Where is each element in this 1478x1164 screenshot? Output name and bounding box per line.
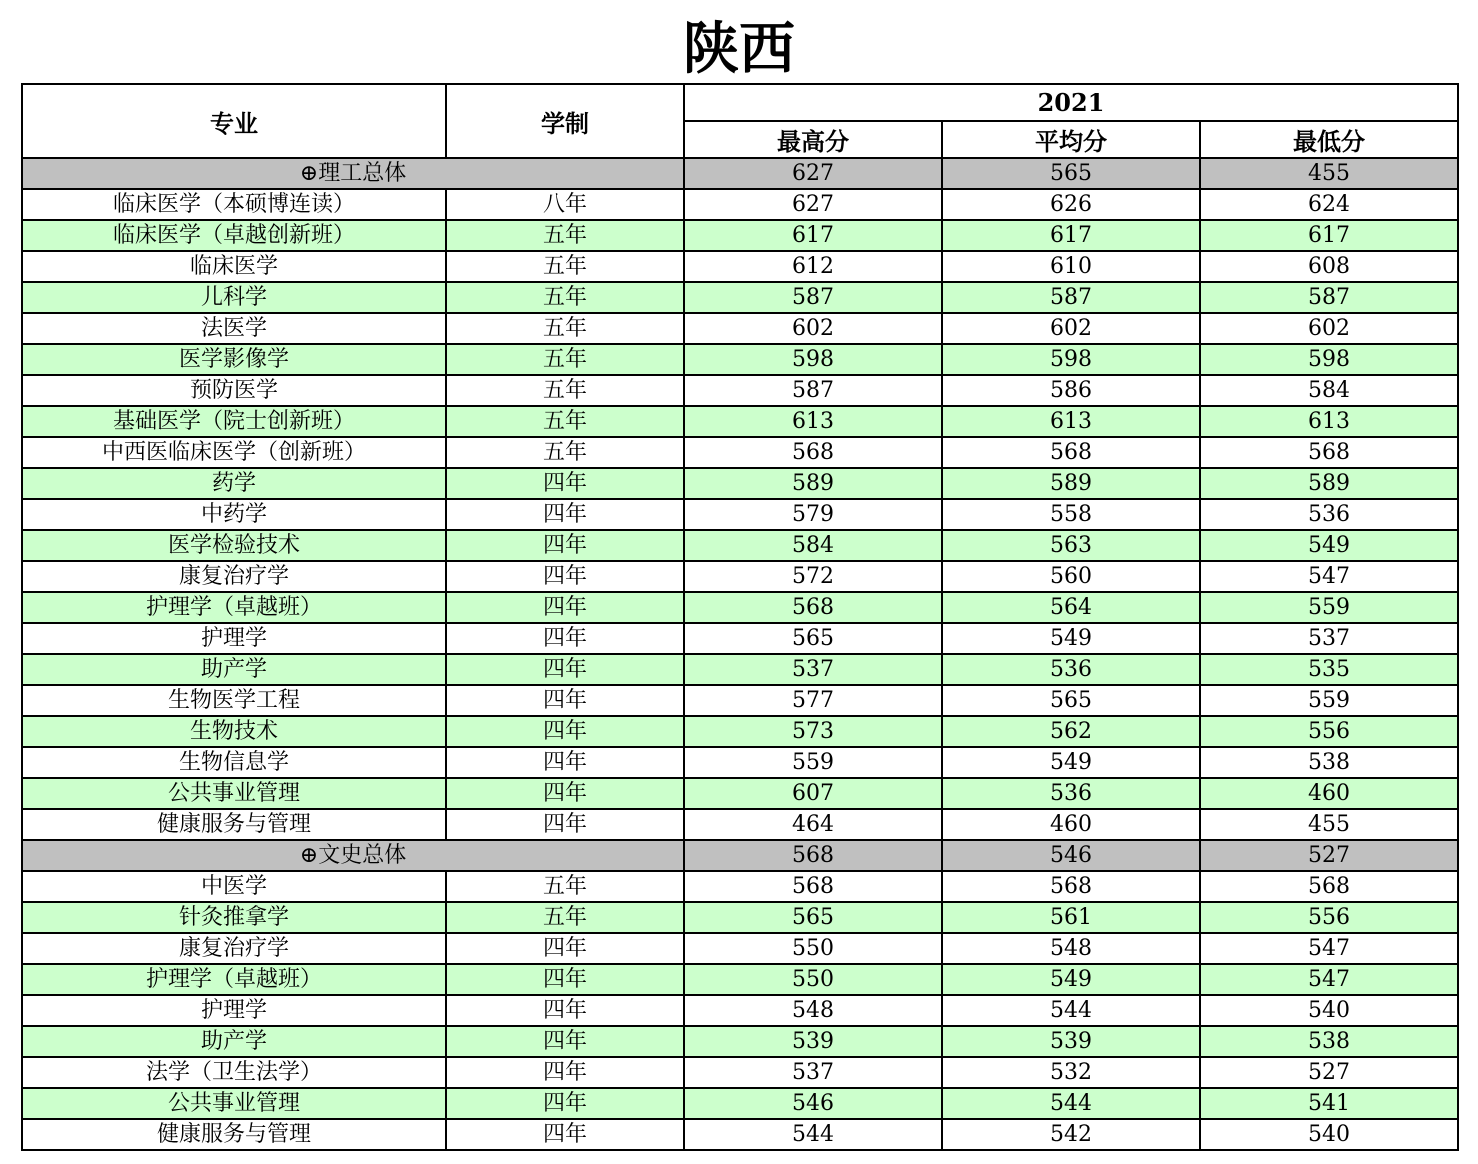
avg-score-cell: 546 — [942, 840, 1200, 871]
avg-score-cell: 532 — [942, 1057, 1200, 1088]
major-cell: 基础医学（院士创新班） — [22, 406, 446, 437]
min-score-cell: 455 — [1200, 158, 1458, 189]
min-score-cell: 547 — [1200, 964, 1458, 995]
major-cell: 护理学 — [22, 995, 446, 1026]
max-score-cell: 537 — [684, 1057, 942, 1088]
major-cell: 护理学 — [22, 623, 446, 654]
major-cell: 健康服务与管理 — [22, 1119, 446, 1150]
major-cell: 护理学（卓越班） — [22, 964, 446, 995]
duration-cell: 四年 — [446, 933, 684, 964]
avg-score-cell: 549 — [942, 964, 1200, 995]
max-score-cell: 568 — [684, 871, 942, 902]
major-cell: 预防医学 — [22, 375, 446, 406]
table-row — [22, 871, 1458, 902]
min-score-cell: 559 — [1200, 685, 1458, 716]
avg-score-cell: 617 — [942, 220, 1200, 251]
duration-cell: 四年 — [446, 592, 684, 623]
min-score-cell: 556 — [1200, 716, 1458, 747]
avg-score-cell: 626 — [942, 189, 1200, 220]
min-score-cell: 598 — [1200, 344, 1458, 375]
major-cell: 儿科学 — [22, 282, 446, 313]
table-row — [22, 995, 1458, 1026]
table-row — [22, 654, 1458, 685]
min-score-cell: 547 — [1200, 561, 1458, 592]
table-row — [22, 592, 1458, 623]
duration-cell: 四年 — [446, 964, 684, 995]
avg-score-cell: 586 — [942, 375, 1200, 406]
avg-score-cell: 562 — [942, 716, 1200, 747]
header-year: 2021 — [684, 84, 1458, 121]
major-cell: 助产学 — [22, 1026, 446, 1057]
max-score-cell: 589 — [684, 468, 942, 499]
group-name-cell: ⊕文史总体 — [22, 840, 684, 871]
avg-score-cell: 589 — [942, 468, 1200, 499]
max-score-cell: 544 — [684, 1119, 942, 1150]
major-cell: 临床医学 — [22, 251, 446, 282]
max-score-cell: 617 — [684, 220, 942, 251]
duration-cell: 四年 — [446, 1026, 684, 1057]
table-row — [22, 375, 1458, 406]
table-row — [22, 1057, 1458, 1088]
major-cell: 针灸推拿学 — [22, 902, 446, 933]
max-score-cell: 613 — [684, 406, 942, 437]
table-row — [22, 344, 1458, 375]
header-max: 最高分 — [684, 121, 942, 158]
table-row — [22, 964, 1458, 995]
major-cell: 护理学（卓越班） — [22, 592, 446, 623]
duration-cell: 五年 — [446, 220, 684, 251]
max-score-cell: 584 — [684, 530, 942, 561]
min-score-cell: 587 — [1200, 282, 1458, 313]
min-score-cell: 556 — [1200, 902, 1458, 933]
duration-cell: 四年 — [446, 747, 684, 778]
avg-score-cell: 563 — [942, 530, 1200, 561]
table-row — [22, 251, 1458, 282]
major-cell: 中药学 — [22, 499, 446, 530]
min-score-cell: 538 — [1200, 747, 1458, 778]
major-cell: 生物医学工程 — [22, 685, 446, 716]
max-score-cell: 550 — [684, 964, 942, 995]
table-row — [22, 220, 1458, 251]
avg-score-cell: 564 — [942, 592, 1200, 623]
table-row — [22, 623, 1458, 654]
max-score-cell: 464 — [684, 809, 942, 840]
duration-cell: 四年 — [446, 468, 684, 499]
major-cell: 康复治疗学 — [22, 561, 446, 592]
table-row — [22, 499, 1458, 530]
max-score-cell: 568 — [684, 840, 942, 871]
group-row — [22, 158, 1458, 189]
min-score-cell: 541 — [1200, 1088, 1458, 1119]
duration-cell: 五年 — [446, 282, 684, 313]
min-score-cell: 547 — [1200, 933, 1458, 964]
table-row — [22, 809, 1458, 840]
max-score-cell: 587 — [684, 282, 942, 313]
major-cell: 法医学 — [22, 313, 446, 344]
duration-cell: 四年 — [446, 499, 684, 530]
duration-cell: 四年 — [446, 809, 684, 840]
max-score-cell: 602 — [684, 313, 942, 344]
min-score-cell: 455 — [1200, 809, 1458, 840]
header-avg: 平均分 — [942, 121, 1200, 158]
duration-cell: 五年 — [446, 871, 684, 902]
major-cell: 生物信息学 — [22, 747, 446, 778]
min-score-cell: 568 — [1200, 871, 1458, 902]
min-score-cell: 624 — [1200, 189, 1458, 220]
avg-score-cell: 549 — [942, 747, 1200, 778]
table-row — [22, 468, 1458, 499]
max-score-cell: 612 — [684, 251, 942, 282]
table-row — [22, 561, 1458, 592]
max-score-cell: 550 — [684, 933, 942, 964]
major-cell: 助产学 — [22, 654, 446, 685]
table-row — [22, 685, 1458, 716]
duration-cell: 五年 — [446, 344, 684, 375]
max-score-cell: 539 — [684, 1026, 942, 1057]
min-score-cell: 608 — [1200, 251, 1458, 282]
table-row — [22, 530, 1458, 561]
major-cell: 中医学 — [22, 871, 446, 902]
avg-score-cell: 544 — [942, 995, 1200, 1026]
duration-cell: 四年 — [446, 561, 684, 592]
max-score-cell: 572 — [684, 561, 942, 592]
table-row — [22, 747, 1458, 778]
table-row — [22, 902, 1458, 933]
table-row — [22, 1119, 1458, 1150]
max-score-cell: 537 — [684, 654, 942, 685]
max-score-cell: 565 — [684, 623, 942, 654]
avg-score-cell: 568 — [942, 437, 1200, 468]
table-row — [22, 313, 1458, 344]
table-row — [22, 933, 1458, 964]
avg-score-cell: 613 — [942, 406, 1200, 437]
major-cell: 临床医学（卓越创新班） — [22, 220, 446, 251]
avg-score-cell: 544 — [942, 1088, 1200, 1119]
min-score-cell: 527 — [1200, 840, 1458, 871]
avg-score-cell: 549 — [942, 623, 1200, 654]
avg-score-cell: 536 — [942, 654, 1200, 685]
avg-score-cell: 560 — [942, 561, 1200, 592]
min-score-cell: 527 — [1200, 1057, 1458, 1088]
header-duration: 学制 — [446, 84, 684, 158]
min-score-cell: 568 — [1200, 437, 1458, 468]
max-score-cell: 568 — [684, 592, 942, 623]
avg-score-cell: 542 — [942, 1119, 1200, 1150]
max-score-cell: 573 — [684, 716, 942, 747]
major-cell: 中西医临床医学（创新班） — [22, 437, 446, 468]
min-score-cell: 460 — [1200, 778, 1458, 809]
header-major: 专业 — [22, 84, 446, 158]
avg-score-cell: 548 — [942, 933, 1200, 964]
min-score-cell: 540 — [1200, 995, 1458, 1026]
avg-score-cell: 536 — [942, 778, 1200, 809]
min-score-cell: 549 — [1200, 530, 1458, 561]
avg-score-cell: 587 — [942, 282, 1200, 313]
duration-cell: 四年 — [446, 1119, 684, 1150]
duration-cell: 四年 — [446, 1088, 684, 1119]
duration-cell: 四年 — [446, 530, 684, 561]
major-cell: 法学（卫生法学） — [22, 1057, 446, 1088]
min-score-cell: 602 — [1200, 313, 1458, 344]
avg-score-cell: 460 — [942, 809, 1200, 840]
major-cell: 康复治疗学 — [22, 933, 446, 964]
table-row — [22, 1026, 1458, 1057]
min-score-cell: 613 — [1200, 406, 1458, 437]
duration-cell: 四年 — [446, 995, 684, 1026]
avg-score-cell: 598 — [942, 344, 1200, 375]
duration-cell: 五年 — [446, 375, 684, 406]
avg-score-cell: 568 — [942, 871, 1200, 902]
duration-cell: 八年 — [446, 189, 684, 220]
table-row — [22, 437, 1458, 468]
min-score-cell: 537 — [1200, 623, 1458, 654]
duration-cell: 四年 — [446, 685, 684, 716]
max-score-cell: 627 — [684, 158, 942, 189]
major-cell: 生物技术 — [22, 716, 446, 747]
max-score-cell: 546 — [684, 1088, 942, 1119]
duration-cell: 四年 — [446, 778, 684, 809]
min-score-cell: 617 — [1200, 220, 1458, 251]
duration-cell: 四年 — [446, 1057, 684, 1088]
header-min: 最低分 — [1200, 121, 1458, 158]
max-score-cell: 577 — [684, 685, 942, 716]
max-score-cell: 607 — [684, 778, 942, 809]
table-row — [22, 406, 1458, 437]
score-table — [21, 83, 1459, 1151]
table-row — [22, 189, 1458, 220]
min-score-cell: 540 — [1200, 1119, 1458, 1150]
avg-score-cell: 558 — [942, 499, 1200, 530]
major-cell: 公共事业管理 — [22, 1088, 446, 1119]
major-cell: 医学影像学 — [22, 344, 446, 375]
table-row — [22, 778, 1458, 809]
group-name-cell: ⊕理工总体 — [22, 158, 684, 189]
table-row — [22, 1088, 1458, 1119]
avg-score-cell: 602 — [942, 313, 1200, 344]
table-row — [22, 282, 1458, 313]
avg-score-cell: 539 — [942, 1026, 1200, 1057]
duration-cell: 五年 — [446, 437, 684, 468]
major-cell: 健康服务与管理 — [22, 809, 446, 840]
duration-cell: 五年 — [446, 406, 684, 437]
min-score-cell: 584 — [1200, 375, 1458, 406]
min-score-cell: 538 — [1200, 1026, 1458, 1057]
max-score-cell: 627 — [684, 189, 942, 220]
page-title: 陕西 — [683, 16, 795, 82]
table-row — [22, 716, 1458, 747]
max-score-cell: 587 — [684, 375, 942, 406]
max-score-cell: 568 — [684, 437, 942, 468]
major-cell: 医学检验技术 — [22, 530, 446, 561]
duration-cell: 四年 — [446, 623, 684, 654]
max-score-cell: 559 — [684, 747, 942, 778]
max-score-cell: 565 — [684, 902, 942, 933]
min-score-cell: 536 — [1200, 499, 1458, 530]
max-score-cell: 579 — [684, 499, 942, 530]
max-score-cell: 598 — [684, 344, 942, 375]
min-score-cell: 535 — [1200, 654, 1458, 685]
duration-cell: 五年 — [446, 313, 684, 344]
avg-score-cell: 565 — [942, 685, 1200, 716]
major-cell: 公共事业管理 — [22, 778, 446, 809]
avg-score-cell: 610 — [942, 251, 1200, 282]
duration-cell: 五年 — [446, 251, 684, 282]
max-score-cell: 548 — [684, 995, 942, 1026]
duration-cell: 五年 — [446, 902, 684, 933]
major-cell: 药学 — [22, 468, 446, 499]
major-cell: 临床医学（本硕博连读） — [22, 189, 446, 220]
duration-cell: 四年 — [446, 716, 684, 747]
avg-score-cell: 561 — [942, 902, 1200, 933]
table-body — [22, 158, 1458, 1150]
duration-cell: 四年 — [446, 654, 684, 685]
min-score-cell: 589 — [1200, 468, 1458, 499]
avg-score-cell: 565 — [942, 158, 1200, 189]
group-row — [22, 840, 1458, 871]
min-score-cell: 559 — [1200, 592, 1458, 623]
